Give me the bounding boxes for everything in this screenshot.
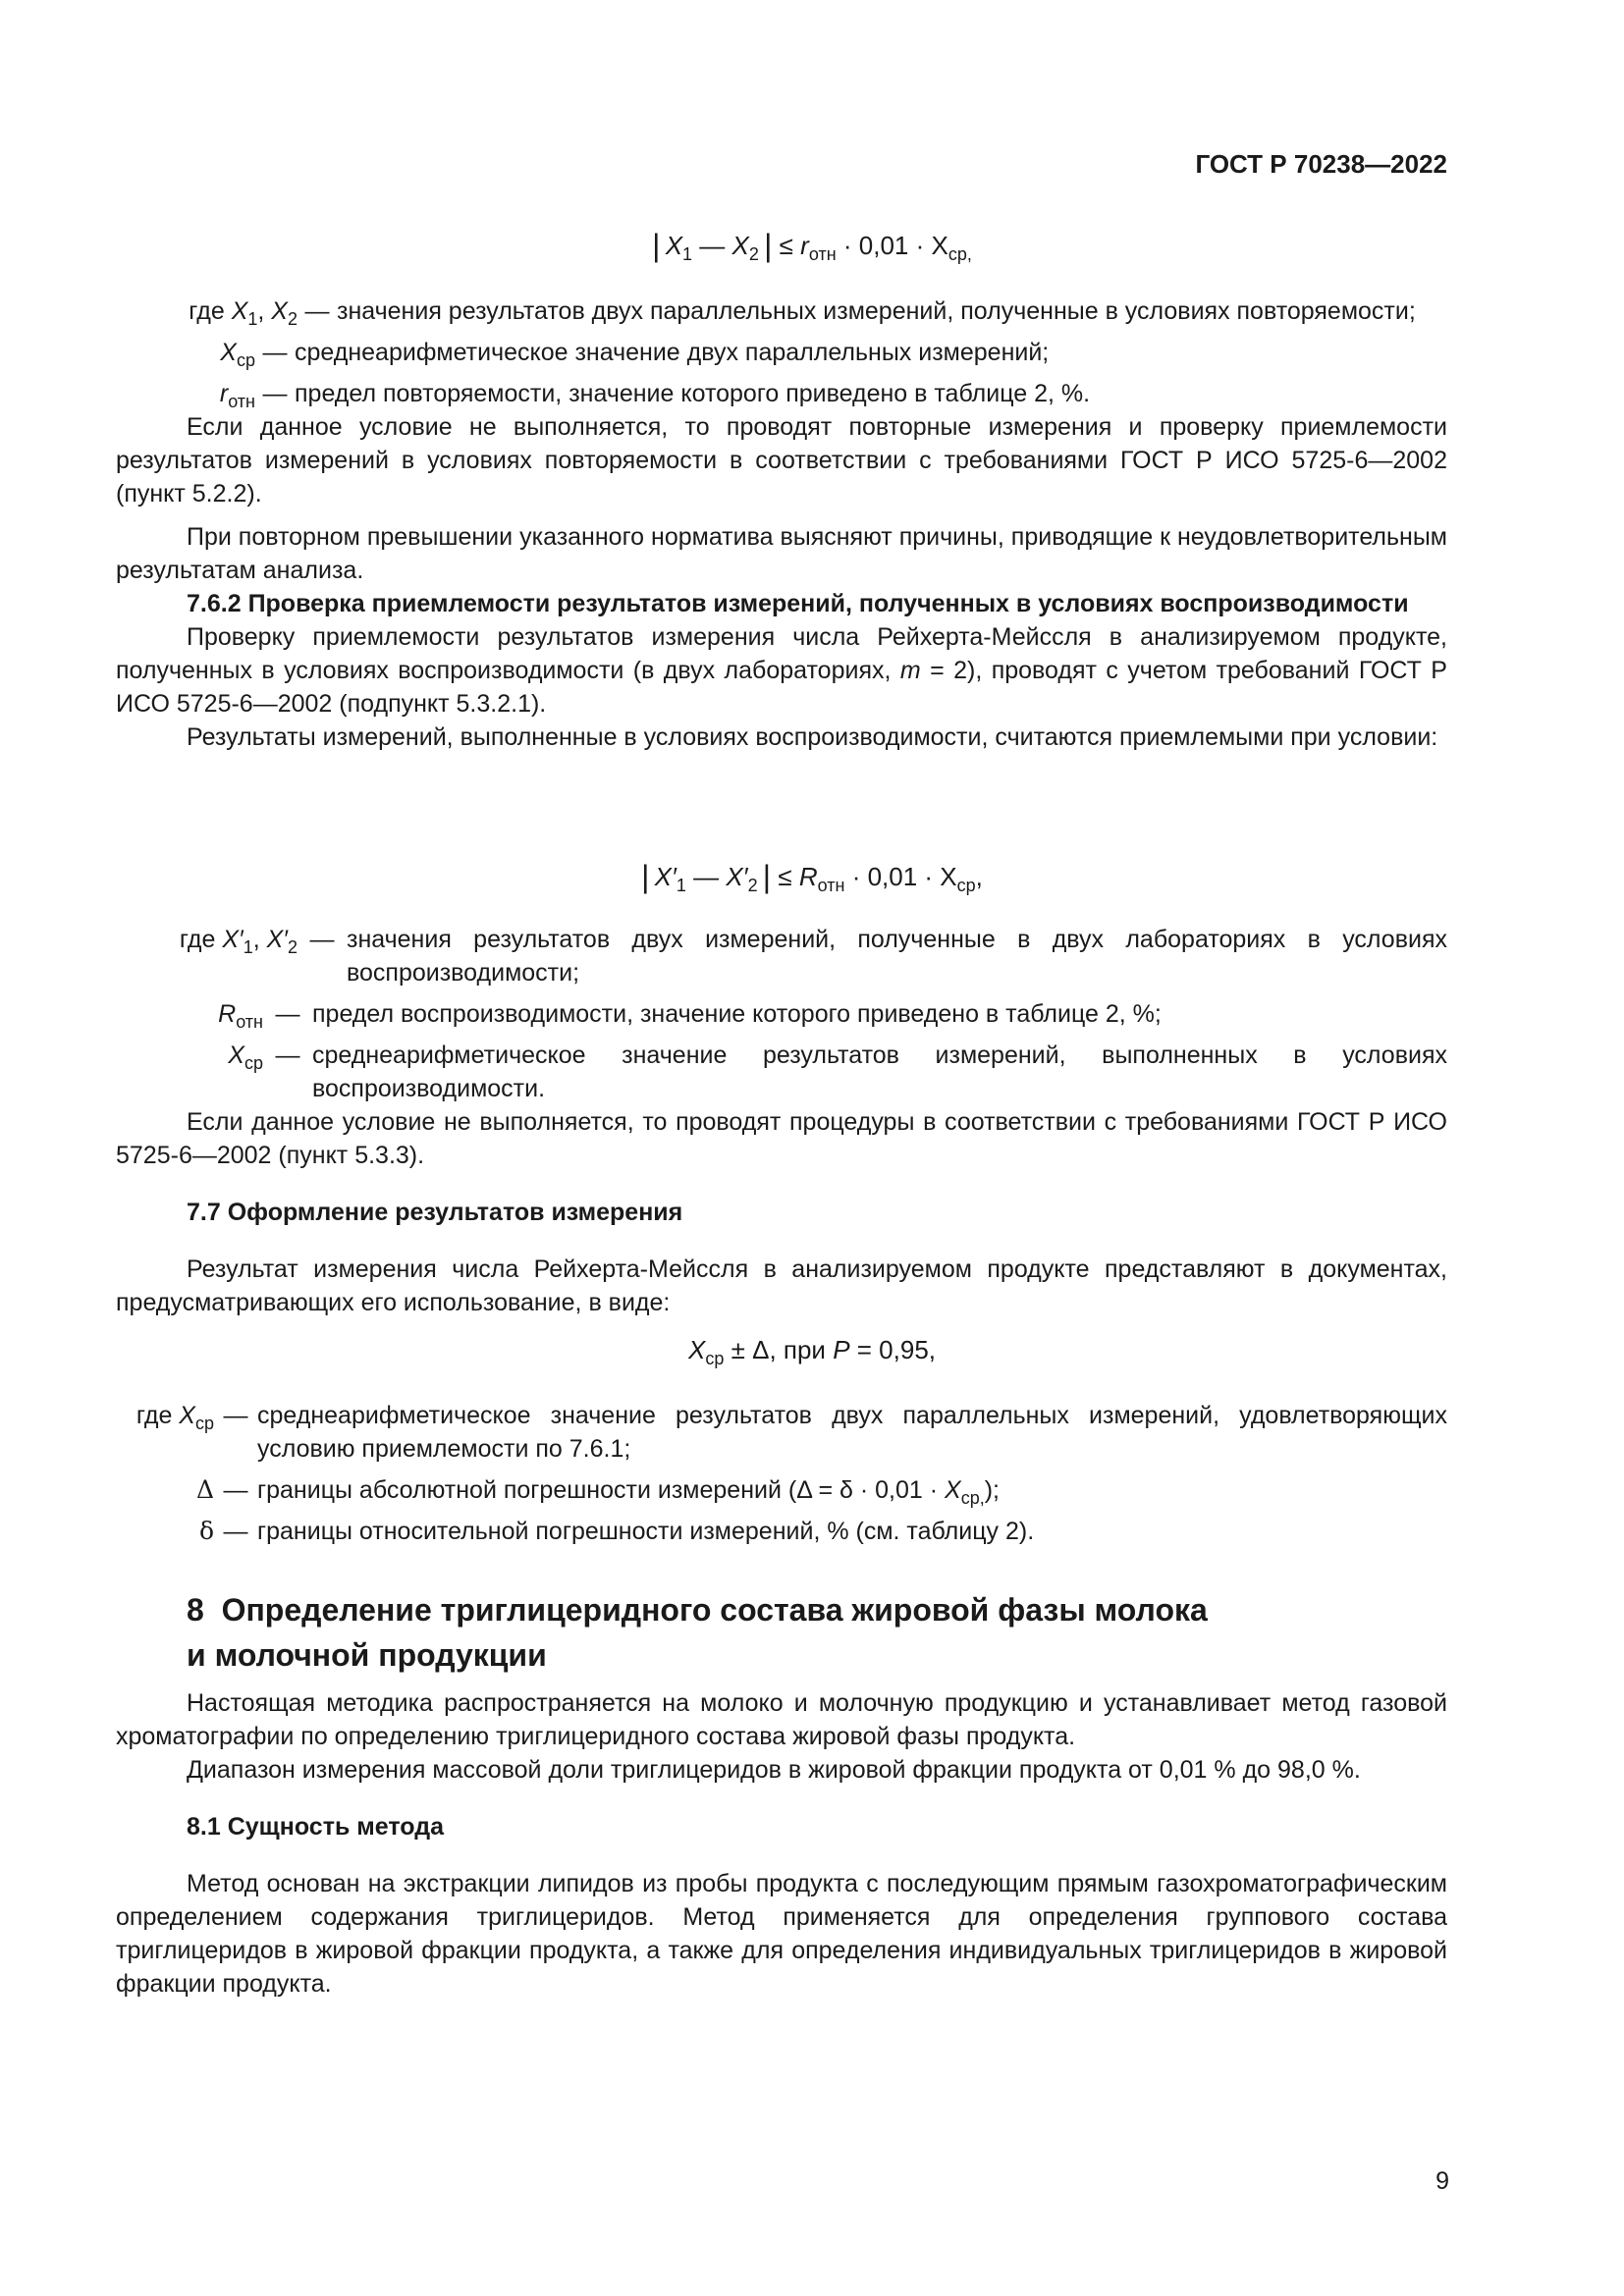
section-heading-8: 8 Определение триглицеридного состава жировой фазы молока и молочной продукции — [187, 1592, 1208, 1673]
paragraph: При повторном превышении указанного норматива выясняют причины, приводящие к неудовлетворительным результатам анализа. — [116, 523, 1447, 584]
section-heading-8-1: 8.1 Сущность метода — [187, 1813, 444, 1841]
paragraph: Если данное условие не выполняется, то проводят процедуры в соответствии с требованиями ГОСТ Р ИСО 5725-6—2002 (пункт 5.3.3). — [116, 1108, 1447, 1169]
formula-repeatability: | $X_1$ — $X_2$ | ≤ $r_{отн} \cdot 0,01 \cdot X_{ср,}$ — [652, 228, 972, 264]
section-heading-7-7: 7.7 Оформление результатов измерения — [187, 1199, 683, 1226]
legend-item: Δ — границы абсолютной погрешности измерений $(\Delta = \delta \cdot 0,01 \cdot X_{ср,})$; — [195, 1475, 1000, 1508]
paragraph: Результат измерения числа Рейхерта-Мейссля в анализируемом продукте представляют в документах, предусматривающих его использование, в виде: — [116, 1255, 1447, 1316]
legend-item: $X_{ср}$ — среднеарифметическое значение результатов измерений, выполненных в условиях воспроизводимости. — [228, 1041, 1447, 1102]
legend-result — [116, 1399, 1447, 1556]
formula-result: $X_{ср} \pm \Delta$, при P = 0,95, — [687, 1335, 936, 1368]
legend-item: $R_{отн}$ — предел воспроизводимости, значение которого приведено в таблице 2, %; — [218, 1000, 1162, 1032]
legend-item: δ — границы относительной погрешности измерений, % (см. таблицу 2). — [198, 1517, 1035, 1545]
legend-item: $r_{отн}$ — предел повторяемости, значение которого приведено в таблице 2, %. — [219, 380, 1091, 411]
paragraph: Проверку приемлемости результатов измерения числа Рейхерта-Мейссля в анализируемом продукте, полученных в условиях воспроизводимости (в двух лабораториях, m = 2), проводят с учетом требований ГОСТ Р ИСО 5725-6—2002 (подпункт 5.3.2.1). — [116, 623, 1447, 718]
legend-reproducibility — [116, 923, 1447, 1319]
paragraph: Метод основан на экстракции липидов из пробы продукта с последующим прямым газохроматографическим определением содержания триглицеридов. Метод применяется для определения группового состава триглицеридов в жировой фракции продукта, а также для определения индивидуальных триглицеридов в жировой фракции продукта. — [116, 1870, 1447, 1998]
paragraph: Результаты измерений, выполненные в условиях воспроизводимости, считаются приемлемыми при условии: — [187, 723, 1438, 751]
section-heading-7-6-2: 7.6.2 Проверка приемлемости результатов измерений, полученных в условиях воспроизводимости — [187, 590, 1409, 617]
legend-repeatability — [116, 294, 1447, 754]
paragraph: Настоящая методика распространяется на молоко и молочную продукцию и устанавливает метод газовой хроматографии по определению триглицеридного состава жировой фазы продукта. — [116, 1689, 1447, 1750]
section-8-body — [116, 1686, 1447, 2001]
legend-item: $X_{ср}$ — среднеарифметическое значение двух параллельных измерений; — [220, 339, 1050, 370]
paragraph: Диапазон измерения массовой доли триглицеридов в жировой фракции продукта от 0,01 % до 98,0 %. — [187, 1756, 1361, 1784]
legend-item: где $X_{ср}$ — среднеарифметическое значение результатов двух параллельных измерений, удовлетворяющих условию приемлемости по 7.6.1; — [135, 1402, 1447, 1463]
legend-item: где $X'_1$, $X'_2$ — значения результатов двух измерений, полученные в двух лабораториях в условиях воспроизводимости; — [179, 926, 1447, 987]
paragraph: Если данное условие не выполняется, то проводят повторные измерения и проверку приемлемости результатов измерений в условиях повторяемости в соответствии с требованиями ГОСТ Р ИСО 5725-6—2002 (пункт 5.2.2). — [116, 413, 1447, 507]
legend-item: где $X_1$, $X_2$ — значения результатов двух параллельных измерений, полученные в условиях повторяемости; — [189, 297, 1416, 329]
document-header: ГОСТ Р 70238—2022 — [1195, 149, 1447, 179]
page-number: 9 — [1435, 2167, 1449, 2195]
formula-reproducibility: | $X'_1$ — $X'_2$ | ≤ $R_{отн} \cdot 0,01 \cdot X_{ср}$, — [641, 859, 983, 895]
